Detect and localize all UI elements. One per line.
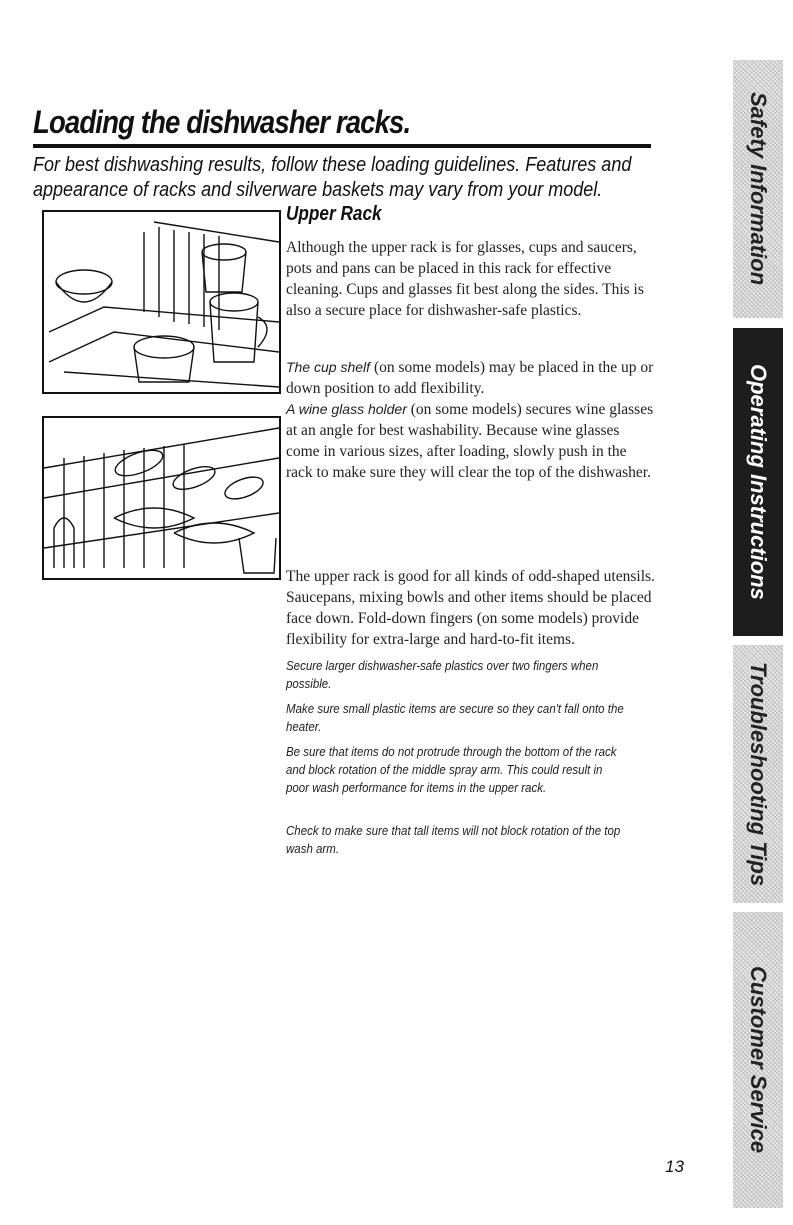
tab-troubleshooting-tips[interactable]: [733, 645, 783, 903]
term-cup-shelf: The cup shelf: [286, 359, 371, 375]
page-title: Loading the dishwasher racks.: [33, 104, 411, 140]
note-item: Check to make sure that tall items will not block rotation of the top wash arm.: [286, 824, 621, 856]
paragraph-cup-shelf: [286, 357, 656, 483]
tab-label: Customer Service: [746, 966, 771, 1154]
wine-glass-holder-description: (on some models) secures wine glasses at an angle for best washability. Because wine glasses come in various sizes, after loading, slowly push in the rack to make sure they will clear the top of the dishwasher.: [286, 401, 654, 481]
upper-rack-wine-glass-illustration: [42, 416, 281, 580]
cup-shelf-description: (on some models) may be placed in the up or down position to add flexibility.: [286, 359, 654, 397]
title-rule: [33, 144, 651, 148]
term-wine-glass-holder: A wine glass holder: [286, 401, 407, 417]
intro-text: For best dishwashing results, follow these loading guidelines. Features and appearance of racks and silverware baskets may vary from your model.: [33, 154, 632, 201]
note-item: Secure larger dishwasher-safe plastics over two fingers when possible.: [286, 659, 599, 691]
page-number: 13: [665, 1157, 684, 1176]
tab-label: Operating Instructions: [746, 364, 771, 600]
paragraph-upper-rack: Although the upper rack is for glasses, cups and saucers, pots and pans can be placed in this rack for effective cleaning. Cups and glasses fit best along the sides. This is also a secure place for dishwasher-safe plastics.: [286, 239, 644, 319]
tab-customer-service[interactable]: [733, 912, 783, 1208]
upper-rack-cups-illustration: [42, 210, 281, 394]
tab-label: Troubleshooting Tips: [746, 661, 771, 887]
tab-label: Safety Information: [746, 92, 771, 286]
paragraph-odd-shaped-utensils: The upper rack is good for all kinds of odd-shaped utensils. Saucepans, mixing bowls and other items should be placed face down. Fold-down fingers (on some models) provide flexibility for extra-large and hard-to-fit items.: [286, 568, 655, 648]
tab-safety-information[interactable]: [733, 60, 783, 318]
note-item: Be sure that items do not protrude through the bottom of the rack and block rotation of the middle spray arm. This could result in poor wash performance for items in the upper rack.: [286, 745, 617, 795]
tab-operating-instructions[interactable]: [733, 328, 783, 636]
note-item: Make sure small plastic items are secure so they can't fall onto the heater.: [286, 702, 624, 734]
section-tabs: [733, 60, 783, 1208]
section-heading: Upper Rack: [286, 203, 382, 225]
